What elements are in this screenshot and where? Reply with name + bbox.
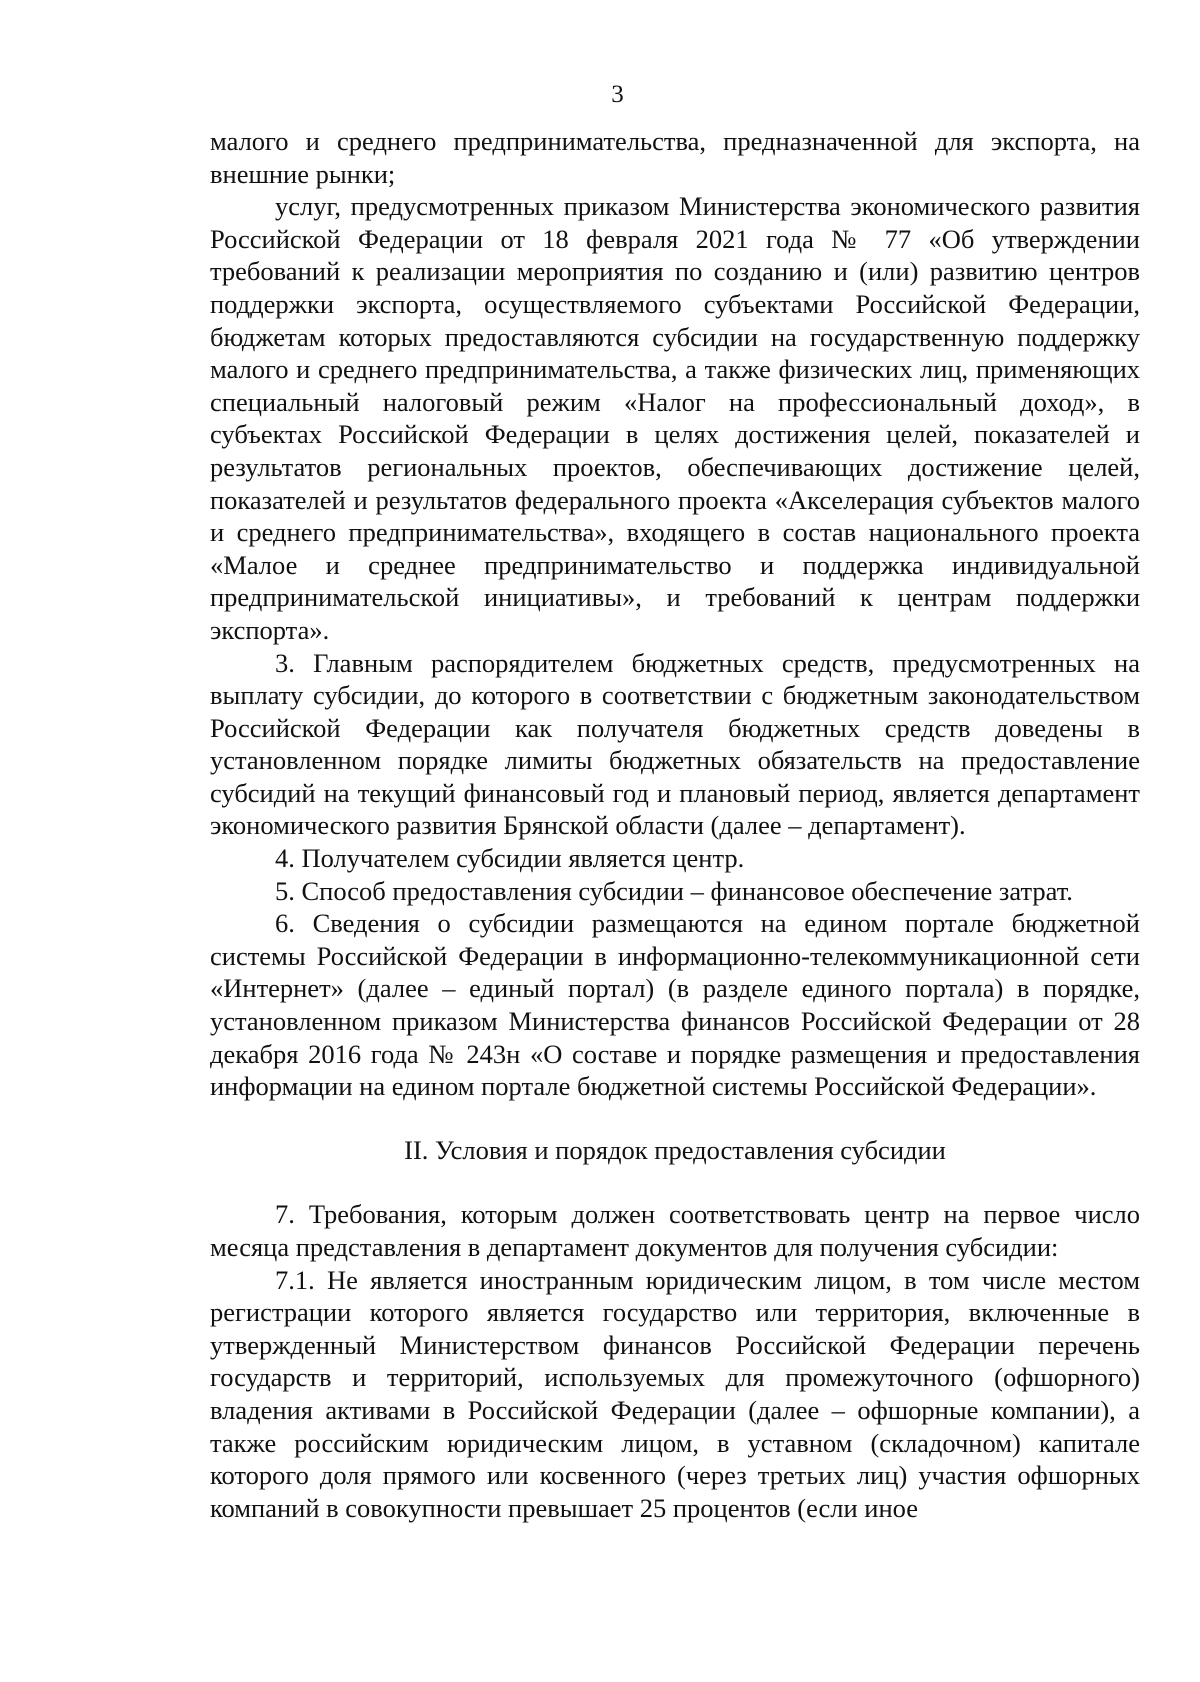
paragraph-export-goods: малого и среднего предпринимательства, предназначенной для экспорта, на внешние рынки; xyxy=(210,126,1140,189)
paragraph-7-requirements: 7. Требования, которым должен соответствовать центр на первое число месяца представления в департамент документов для получения субсидии: xyxy=(210,1199,1140,1262)
paragraph-services: услуг, предусмотренных приказом Министерства экономического развития Российской Федерации от 18 февраля 2021 года № 77 «Об утверждении требований к реализации мероприятия по созданию и (или) развитию центров поддержки экспорта, осуществляемого субъектами Российской Федерации, бюджетам которых предоставляются субсидии на государственную поддержку малого и среднего предпринимательства, а также физических лиц, применяющих специальный налоговый режим «Налог на профессиональный доход», в субъектах Российской Федерации в целях достижения целей, показателей и результатов региональных проектов, обеспечивающих достижение целей, показателей и результатов федерального проекта «Акселерация субъектов малого и среднего предпринимательства», входящего в состав национального проекта «Малое и среднее предпринимательство и поддержка индивидуальной предпринимательской инициативы», и требований к центрам поддержки экспорта». xyxy=(210,191,1140,645)
document-body xyxy=(210,125,1140,1524)
paragraph-4-recipient: 4. Получателем субсидии является центр. xyxy=(275,843,745,874)
paragraph-6-portal-info: 6. Сведения о субсидии размещаются на едином портале бюджетной системы Российской Федерации в информационно-телекоммуникационной сети «Интернет» (далее – единый портал) (в разделе единого портала) в порядке, установленном приказом Министерства финансов Российской Федерации от 28 декабря 2016 года № 243н «О составе и порядке размещения и предоставления информации на едином портале бюджетной системы Российской Федерации». xyxy=(210,908,1140,1102)
page-number: 3 xyxy=(611,81,624,108)
paragraph-3-chief-administrator: 3. Главным распорядителем бюджетных средств, предусмотренных на выплату субсидии, до которого в соответствии с бюджетным законодательством Российской Федерации как получателя бюджетных средств доведены в установленном порядке лимиты бюджетных обязательств на предоставление субсидий на текущий финансовый год и плановый период, является департамент экономического развития Брянской области (далее – департамент). xyxy=(210,647,1140,841)
paragraph-7-1-offshore: 7.1. Не является иностранным юридическим лицом, в том числе местом регистрации которого является государство или территория, включенные в утвержденный Министерством финансов Российской Федерации перечень государств и территорий, используемых для промежуточного (офшорного) владения активами в Российской Федерации (далее – офшорные компании), а также российским юридическим лицом, в уставном (складочном) капитале которого доля прямого или косвенного (через третьих лиц) участия офшорных компаний в совокупности превышает 25 процентов (если иное xyxy=(210,1264,1140,1523)
paragraph-5-method: 5. Способ предоставления субсидии – финансовое обеспечение затрат. xyxy=(275,875,1073,906)
section-heading: II. Условия и порядок предоставления субсидии xyxy=(404,1134,946,1165)
